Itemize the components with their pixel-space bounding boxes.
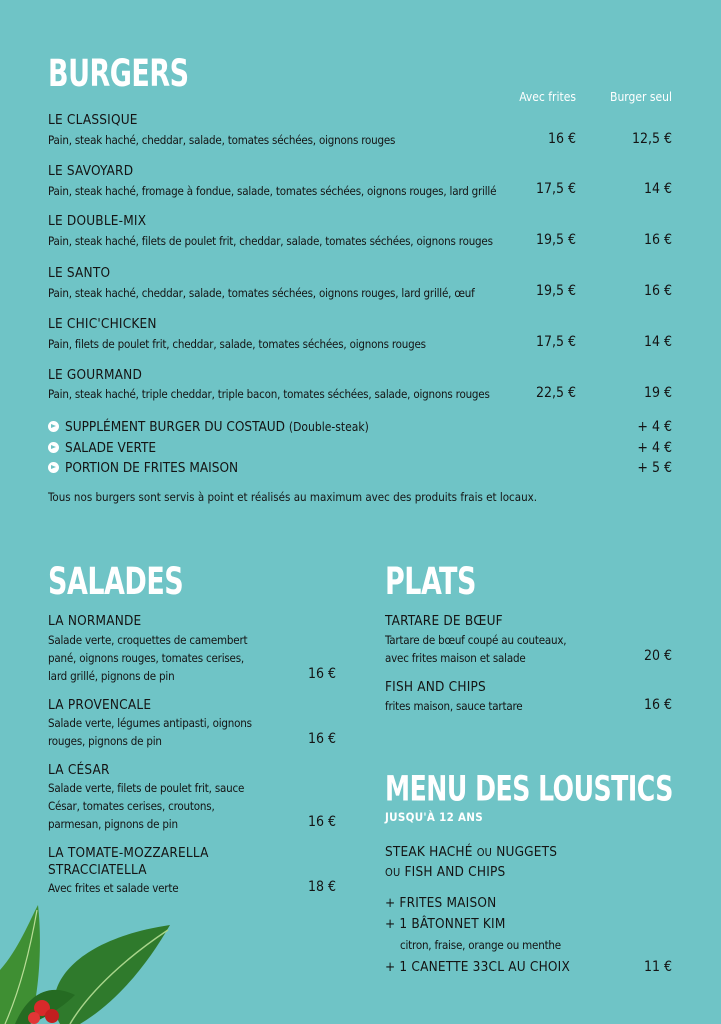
loustics-title: MENU DES LOUSTICS	[385, 768, 673, 810]
arrow-bullet-icon	[48, 462, 59, 473]
burger-description: Pain, filets de poulet frit, cheddar, salade, tomates séchées, oignons rouges	[48, 337, 426, 351]
loustics-or: OU	[385, 866, 401, 879]
salad-price: 16 €	[307, 814, 336, 830]
burger-price-with-fries: 19,5 €	[535, 283, 576, 299]
burger-price-alone: 14 €	[643, 334, 672, 350]
burger-name: LE CLASSIQUE	[48, 112, 138, 128]
burger-price-with-fries: 17,5 €	[535, 181, 576, 197]
burger-description: Pain, steak haché, triple cheddar, triple bacon, tomates séchées, salade, oignons rouges	[48, 387, 490, 401]
burger-price-alone: 16 €	[643, 283, 672, 299]
salad-description: Salade verte, filets de poulet frit, sauce	[48, 781, 245, 795]
salad-price: 16 €	[307, 731, 336, 747]
salad-name: LA TOMATE-MOZZARELLA	[48, 845, 209, 861]
extra-note: (Double-steak)	[288, 420, 369, 434]
burger-name: LE SANTO	[48, 265, 111, 281]
burger-description: Pain, steak haché, cheddar, salade, tomates séchées, oignons rouges, lard grillé, œuf	[48, 286, 475, 300]
salad-description: lard grillé, pignons de pin	[48, 669, 175, 683]
burger-price-alone: 14 €	[643, 181, 672, 197]
salad-price: 18 €	[307, 879, 336, 895]
burger-name: LE SAVOYARD	[48, 163, 134, 179]
burger-price-alone: 16 €	[643, 232, 672, 248]
burger-description: Pain, steak haché, fromage à fondue, salade, tomates séchées, oignons rouges, lard grillé	[48, 184, 497, 198]
burger-name: LE CHIC'CHICKEN	[48, 316, 157, 332]
salad-name: LA PROVENCALE	[48, 697, 152, 713]
salad-name: STRACCIATELLA	[48, 862, 147, 878]
salad-description: Salade verte, légumes antipasti, oignons	[48, 716, 252, 730]
extra-name: SUPPLÉMENT BURGER DU COSTAUD	[65, 419, 286, 435]
plat-description: Tartare de bœuf coupé au couteaux,	[385, 633, 567, 647]
burger-price-alone: 19 €	[643, 385, 672, 401]
salad-name: LA CÉSAR	[48, 762, 110, 778]
burger-description: Pain, steak haché, filets de poulet frit, cheddar, salade, tomates séchées, oignons rouges	[48, 234, 493, 248]
loustics-choice: NUGGETS	[496, 844, 558, 860]
leaves-decoration-icon	[0, 900, 175, 1024]
flower-shape	[28, 1012, 40, 1024]
loustics-price: 11 €	[643, 959, 672, 975]
salad-name: LA NORMANDE	[48, 613, 142, 629]
burgers-footnote: Tous nos burgers sont servis à point et réalisés au maximum avec des produits frais et locaux.	[48, 490, 538, 504]
burger-price-with-fries: 19,5 €	[535, 232, 576, 248]
salad-description: Avec frites et salade verte	[48, 881, 179, 895]
loustics-addition: + FRITES MAISON	[385, 895, 497, 911]
loustics-choice: STEAK HACHÉ	[385, 844, 473, 860]
loustics-or: OU	[476, 846, 493, 859]
column-header-with-fries: Avec frites	[519, 90, 576, 104]
plat-price: 16 €	[643, 697, 672, 713]
plat-description: frites maison, sauce tartare	[385, 699, 523, 713]
plat-name: TARTARE DE BŒUF	[385, 613, 503, 629]
loustics-choice-line	[385, 864, 505, 880]
plat-name: FISH AND CHIPS	[385, 679, 486, 695]
loustics-addition: + 1 CANETTE 33CL AU CHOIX	[385, 959, 570, 975]
loustics-addition-description: citron, fraise, orange ou menthe	[400, 938, 561, 952]
burger-price-with-fries: 17,5 €	[535, 334, 576, 350]
extra-item	[48, 419, 369, 435]
burger-price-alone: 12,5 €	[631, 131, 672, 147]
loustics-choice-line	[385, 844, 557, 860]
extra-price: + 5 €	[637, 460, 672, 476]
arrow-bullet-icon	[48, 442, 59, 453]
salad-description: César, tomates cerises, croutons,	[48, 799, 215, 813]
loustics-choice: FISH AND CHIPS	[404, 864, 506, 880]
extra-name: PORTION DE FRITES MAISON	[65, 460, 239, 476]
burger-price-with-fries: 22,5 €	[535, 385, 576, 401]
salad-description: pané, oignons rouges, tomates cerises,	[48, 651, 244, 665]
burger-price-with-fries: 16 €	[547, 131, 576, 147]
salad-description: Salade verte, croquettes de camembert	[48, 633, 248, 647]
plat-description: avec frites maison et salade	[385, 651, 526, 665]
extra-item	[48, 440, 156, 456]
loustics-subtitle: JUSQU'À 12 ANS	[385, 810, 483, 824]
arrow-bullet-icon	[48, 421, 59, 432]
plat-price: 20 €	[643, 648, 672, 664]
salad-description: rouges, pignons de pin	[48, 734, 162, 748]
extra-item	[48, 460, 238, 476]
burger-name: LE DOUBLE-MIX	[48, 213, 147, 229]
flower-shape	[45, 1009, 59, 1023]
extra-price: + 4 €	[637, 440, 672, 456]
column-header-burger-alone: Burger seul	[610, 90, 672, 104]
salad-price: 16 €	[307, 666, 336, 682]
burger-description: Pain, steak haché, cheddar, salade, tomates séchées, oignons rouges	[48, 133, 396, 147]
burger-name: LE GOURMAND	[48, 367, 143, 383]
salad-description: parmesan, pignons de pin	[48, 817, 178, 831]
plats-title: PLATS	[385, 560, 476, 604]
loustics-addition: + 1 BÂTONNET KIM	[385, 916, 506, 932]
burgers-title: BURGERS	[48, 52, 189, 96]
salades-title: SALADES	[48, 560, 184, 604]
extra-name: SALADE VERTE	[65, 440, 157, 456]
extra-price: + 4 €	[637, 419, 672, 435]
